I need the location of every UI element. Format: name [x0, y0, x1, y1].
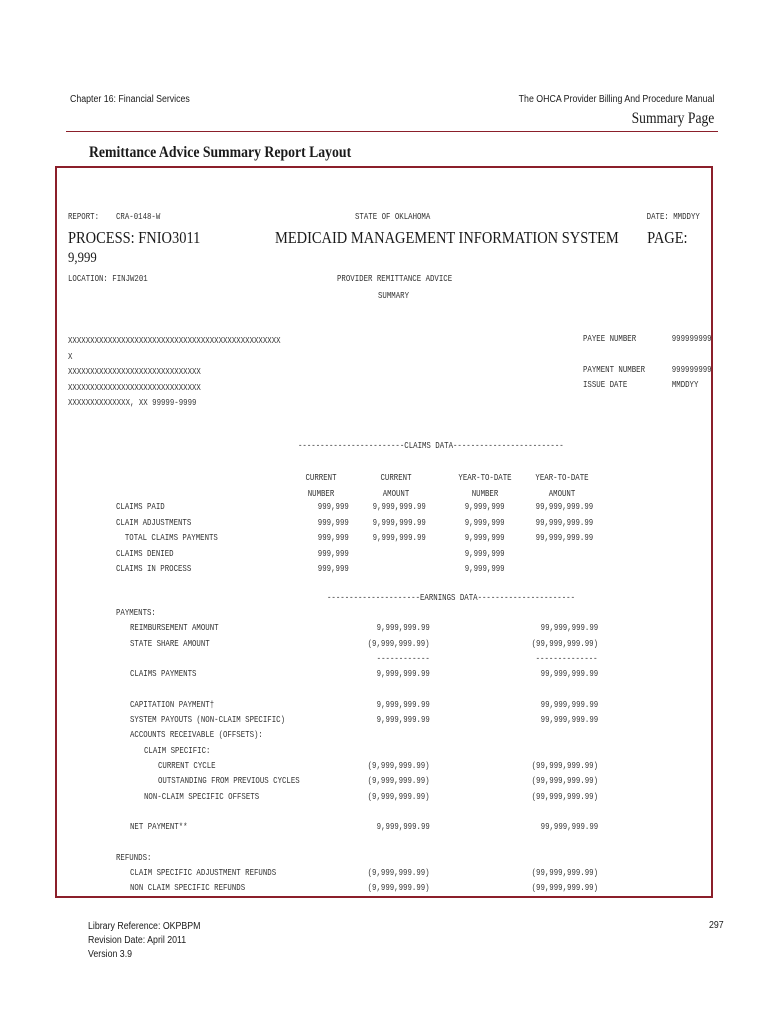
earnings-row-label: NON CLAIM SPECIFIC REFUNDS — [130, 883, 246, 894]
claims-row-current-amount: 9,999,999.99 — [372, 517, 426, 528]
issue-date-value: MMDDYY — [671, 380, 698, 390]
earnings-row-current: ------------ — [376, 653, 430, 664]
payee-number-label: PAYEE NUMBER — [583, 334, 637, 344]
earnings-row-current: 9,999,999.99 — [376, 699, 430, 710]
claims-row-ytd-number: 9,999,999 — [465, 533, 505, 543]
earnings-row-current: 9,999,999.99 — [376, 822, 430, 833]
section-title: Summary Page — [631, 110, 714, 127]
page-label: PAGE: — [647, 228, 688, 247]
claims-row-ytd-number: 9,999,999 — [465, 502, 505, 512]
library-reference: Library Reference: OKPBPM — [88, 921, 201, 932]
claims-row-current-number: 999,999 — [317, 564, 349, 574]
revision-date: Revision Date: April 2011 — [88, 935, 187, 946]
earnings-row-label: NON-CLAIM SPECIFIC OFFSETS — [144, 791, 260, 802]
earnings-row-current: (9,999,999.99) — [367, 776, 430, 787]
report-date: DATE: MMDDYY — [646, 212, 700, 222]
payment-number-label: PAYMENT NUMBER — [583, 365, 646, 375]
claims-row-current-amount: 9,999,999.99 — [372, 502, 426, 512]
address-line: X — [68, 351, 73, 362]
earnings-row-ytd: (99,999,999.99) — [531, 883, 598, 894]
claims-row-label: TOTAL CLAIMS PAYMENTS — [116, 533, 218, 543]
claims-row-label: CLAIMS DENIED — [116, 548, 174, 559]
earnings-row-label: NET PAYMENT** — [130, 822, 188, 833]
payee-number-value: 999999999 — [672, 334, 712, 344]
earnings-divider: ---------------------EARNINGS DATA---------------------- — [327, 593, 576, 603]
earnings-row-label: REIMBURSEMENT AMOUNT — [130, 623, 219, 634]
earnings-row-label: STATE SHARE AMOUNT — [130, 638, 210, 649]
claims-divider: ------------------------CLAIMS DATA------------------------- — [298, 441, 564, 451]
claims-row-ytd-amount: 99,999,999.99 — [535, 502, 593, 512]
claims-row-label: CLAIMS PAID — [116, 502, 165, 512]
claims-row-current-amount: 9,999,999.99 — [372, 533, 426, 543]
location: LOCATION: FINJW201 — [68, 274, 148, 284]
earnings-row-ytd: (99,999,999.99) — [531, 638, 598, 649]
page-number: 297 — [709, 920, 724, 931]
claims-header-ytd-number: YEAR-TO-DATE NUMBER — [458, 473, 512, 499]
address-line: XXXXXXXXXXXXXX, XX 99999-9999 — [68, 398, 197, 408]
earnings-row-label: CLAIM SPECIFIC: — [144, 745, 211, 756]
address-line: XXXXXXXXXXXXXXXXXXXXXXXXXXXXXXXXXXXXXXXXXXXXXXXX — [68, 336, 281, 346]
earnings-row-ytd: 99,999,999.99 — [540, 669, 598, 680]
earnings-row-label: PAYMENTS: — [116, 608, 156, 618]
earnings-row-current: 9,999,999.99 — [376, 669, 430, 680]
earnings-row-label: CAPITATION PAYMENT† — [130, 699, 215, 710]
earnings-row-ytd: 99,999,999.99 — [540, 699, 598, 710]
claims-row-label: CLAIMS IN PROCESS — [116, 564, 192, 574]
claims-row-current-number: 999,999 — [317, 533, 349, 543]
address-block — [68, 334, 281, 412]
earnings-row-ytd: 99,999,999.99 — [540, 822, 598, 833]
claims-header-current-number: CURRENT NUMBER — [305, 473, 337, 499]
earnings-row-ytd: 99,999,999.99 — [540, 715, 598, 726]
earnings-row-ytd: -------------- — [535, 653, 598, 664]
issue-date-label: ISSUE DATE — [583, 380, 628, 390]
earnings-row-ytd: (99,999,999.99) — [531, 868, 598, 879]
earnings-row-ytd: (99,999,999.99) — [531, 776, 598, 787]
claims-row-ytd-number: 9,999,999 — [465, 548, 505, 559]
earnings-row-current: (9,999,999.99) — [367, 638, 430, 649]
earnings-row-label: CLAIM SPECIFIC ADJUSTMENT REFUNDS — [130, 868, 277, 879]
claims-row-current-number: 999,999 — [317, 502, 349, 512]
earnings-row-current: (9,999,999.99) — [367, 761, 430, 771]
system-name: MEDICAID MANAGEMENT INFORMATION SYSTEM — [275, 228, 619, 247]
earnings-row-ytd: 99,999,999.99 — [540, 623, 598, 634]
earnings-row-label: ACCOUNTS RECEIVABLE (OFFSETS): — [130, 730, 263, 741]
page-value: 9,999 — [68, 250, 97, 266]
earnings-row-current: 9,999,999.99 — [376, 623, 430, 634]
payment-number-value: 999999999 — [672, 365, 712, 375]
claims-row-ytd-amount: 99,999,999.99 — [535, 517, 593, 528]
claims-row-current-number: 999,999 — [317, 548, 349, 559]
earnings-row-ytd: (99,999,999.99) — [531, 761, 598, 771]
earnings-row-label: CURRENT CYCLE — [158, 761, 216, 771]
claims-row-current-number: 999,999 — [317, 517, 349, 528]
claims-row-ytd-amount: 99,999,999.99 — [535, 533, 593, 543]
address-line: XXXXXXXXXXXXXXXXXXXXXXXXXXXXXX — [68, 367, 201, 377]
header-rule — [66, 131, 718, 132]
claims-row-ytd-number: 9,999,999 — [465, 564, 505, 574]
earnings-row-label: SYSTEM PAYOUTS (NON-CLAIM SPECIFIC) — [130, 715, 286, 726]
earnings-row-label: CLAIMS PAYMENTS — [130, 669, 197, 680]
earnings-row-current: (9,999,999.99) — [367, 791, 430, 802]
report-label: REPORT: — [68, 212, 100, 222]
earnings-row-ytd: (99,999,999.99) — [531, 791, 598, 802]
footer-info — [88, 920, 200, 962]
address-line: XXXXXXXXXXXXXXXXXXXXXXXXXXXXXX — [68, 382, 201, 393]
report-id: CRA-0148-W — [116, 212, 161, 222]
claims-row-ytd-number: 9,999,999 — [465, 517, 505, 528]
chapter-title: Chapter 16: Financial Services — [70, 94, 190, 105]
earnings-row-current: (9,999,999.99) — [367, 883, 430, 894]
state-name: STATE OF OKLAHOMA — [355, 212, 431, 222]
version: Version 3.9 — [88, 949, 133, 960]
earnings-row-label: REFUNDS: — [116, 852, 152, 863]
process-id: PROCESS: FNIO3011 — [68, 228, 201, 247]
manual-title: The OHCA Provider Billing And Procedure Manual — [518, 94, 714, 105]
claims-header-ytd-amount: YEAR-TO-DATE AMOUNT — [535, 473, 589, 499]
earnings-row-current: 9,999,999.99 — [376, 715, 430, 726]
page-heading: Remittance Advice Summary Report Layout — [89, 144, 352, 161]
earnings-row-label: OUTSTANDING FROM PREVIOUS CYCLES — [158, 776, 300, 787]
advice-subtitle: SUMMARY — [378, 291, 410, 301]
advice-title: PROVIDER REMITTANCE ADVICE — [337, 274, 453, 284]
earnings-row-current: (9,999,999.99) — [367, 868, 430, 879]
claims-row-label: CLAIM ADJUSTMENTS — [116, 517, 192, 528]
claims-header-current-amount: CURRENT AMOUNT — [380, 473, 412, 499]
